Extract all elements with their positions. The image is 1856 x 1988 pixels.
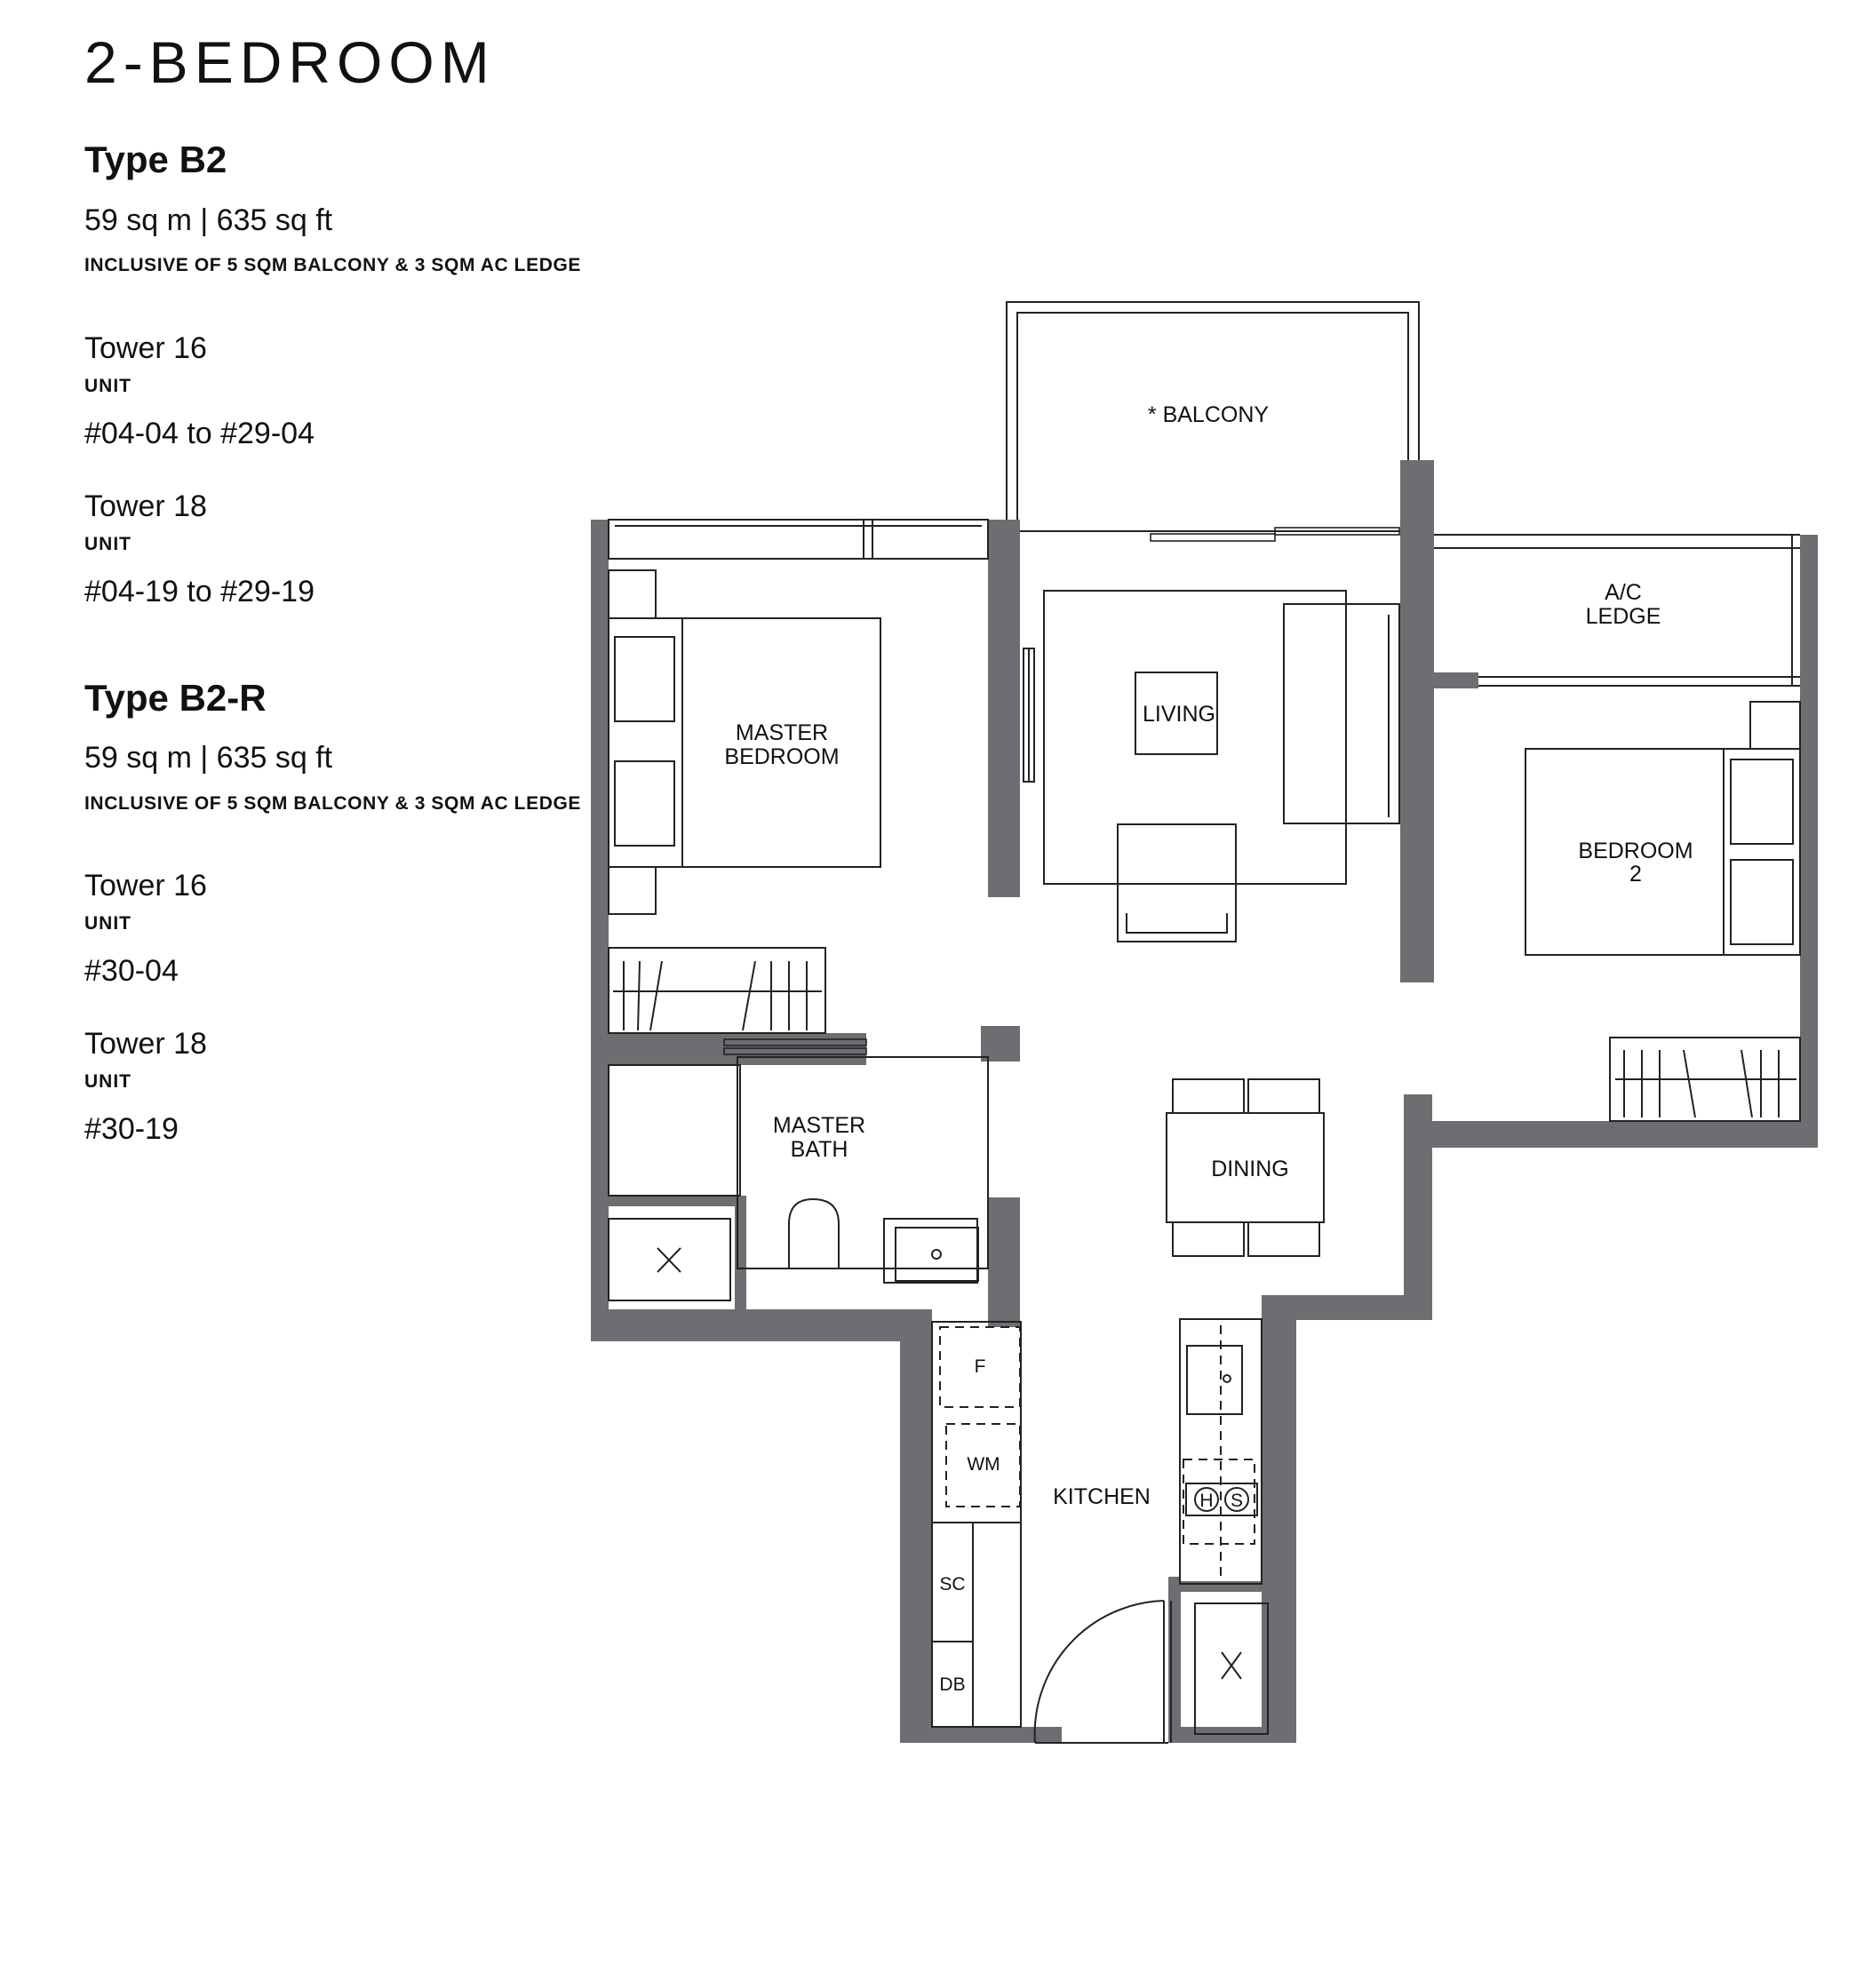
type-b2-tower-16: Tower 16 bbox=[84, 331, 207, 365]
type-b2r-tower-16: Tower 16 bbox=[84, 869, 207, 903]
label-hob-h: H bbox=[1199, 1491, 1214, 1511]
label-washing-machine: WM bbox=[967, 1454, 1000, 1475]
type-b2-tower-18: Tower 18 bbox=[84, 489, 207, 523]
label-bedroom-2-1: BEDROOM bbox=[1578, 839, 1693, 863]
type-b2-tower-16-units: #04-04 to #29-04 bbox=[84, 417, 315, 450]
type-b2r-tower-16-units: #30-04 bbox=[84, 954, 179, 988]
master-bedroom-window bbox=[609, 520, 988, 559]
label-bedroom-2-2: 2 bbox=[1629, 862, 1642, 887]
type-b2r-name: Type B2-R bbox=[84, 677, 267, 719]
type-b2r-tower-18-unit-label: UNIT bbox=[84, 1071, 131, 1092]
walls bbox=[591, 460, 1818, 1743]
kitchen-right-cabinets bbox=[1180, 1319, 1268, 1734]
label-fridge: F bbox=[974, 1356, 986, 1377]
type-b2-area: 59 sq m | 635 sq ft bbox=[84, 203, 333, 237]
label-master-bath-1: MASTER bbox=[772, 1113, 866, 1138]
type-b2r-tower-18-units: #30-19 bbox=[84, 1112, 179, 1146]
type-b2r-note: INCLUSIVE OF 5 SQM BALCONY & 3 SQM AC LEDGE bbox=[84, 793, 582, 814]
label-living: LIVING bbox=[1143, 702, 1215, 727]
room-labels bbox=[724, 402, 1693, 1695]
label-hob-s: S bbox=[1230, 1491, 1244, 1511]
master-bath-fixtures bbox=[609, 1057, 988, 1300]
page-title: 2-BEDROOM bbox=[84, 29, 496, 95]
entrance-door bbox=[1035, 1601, 1171, 1743]
type-b2-tower-18-units: #04-19 to #29-19 bbox=[84, 575, 315, 608]
type-b2r-area: 59 sq m | 635 sq ft bbox=[84, 741, 333, 775]
type-b2-name: Type B2 bbox=[84, 139, 227, 180]
master-bedroom-furniture bbox=[609, 570, 880, 1054]
label-kitchen: KITCHEN bbox=[1053, 1484, 1151, 1509]
type-b2-tower-18-unit-label: UNIT bbox=[84, 534, 131, 554]
label-master-bath-2: BATH bbox=[790, 1137, 848, 1162]
label-master-bedroom-1: MASTER bbox=[735, 720, 829, 745]
living-furniture bbox=[1024, 591, 1399, 942]
type-b2-note: INCLUSIVE OF 5 SQM BALCONY & 3 SQM AC LEDGE bbox=[84, 255, 582, 275]
label-ac-ledge-2: LEDGE bbox=[1585, 604, 1661, 629]
label-master-bedroom-2: BEDROOM bbox=[724, 744, 840, 769]
type-b2r-tower-18: Tower 18 bbox=[84, 1027, 207, 1061]
type-b2-tower-16-unit-label: UNIT bbox=[84, 376, 131, 396]
label-store-cabinet: SC bbox=[939, 1574, 966, 1594]
type-b2r-tower-16-unit-label: UNIT bbox=[84, 913, 131, 934]
label-dining: DINING bbox=[1211, 1157, 1289, 1181]
kitchen-left-cabinets bbox=[932, 1322, 1021, 1727]
bedroom-2-furniture bbox=[1525, 702, 1800, 1121]
label-balcony: * BALCONY bbox=[1147, 402, 1270, 427]
label-ac-ledge-1: A/C bbox=[1605, 580, 1642, 605]
label-db: DB bbox=[939, 1674, 966, 1695]
